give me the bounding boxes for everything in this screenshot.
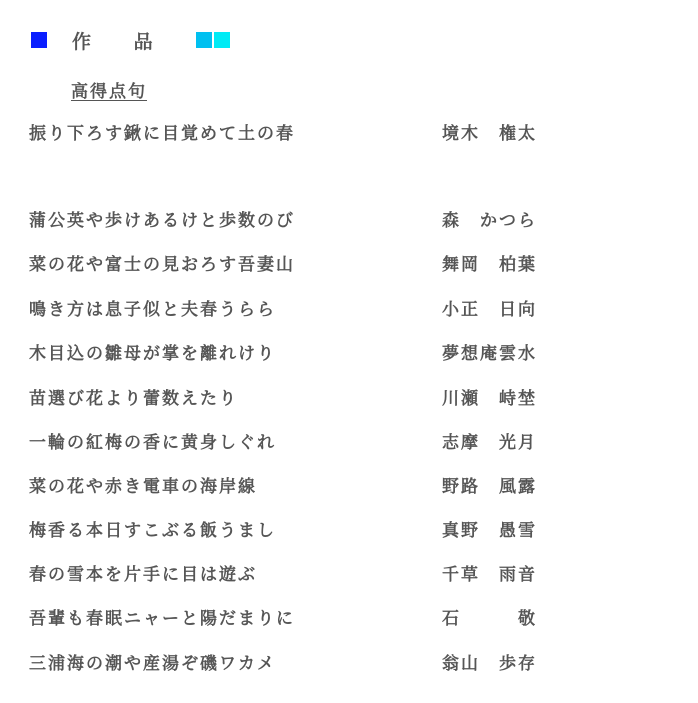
- haiku-text: 苗選び花より蕾数えたり: [29, 389, 238, 409]
- section-subtitle: 高得点句: [71, 82, 147, 102]
- haiku-entry: [29, 560, 649, 584]
- haiku-author: 野路 風露: [442, 477, 537, 497]
- haiku-text: 菜の花や赤き電車の海岸線: [29, 477, 257, 497]
- haiku-entry: [29, 119, 649, 143]
- haiku-text: 鳴き方は息子似と夫春うらら: [29, 300, 276, 320]
- haiku-entry: [29, 428, 649, 452]
- haiku-author: 舞岡 柏葉: [442, 255, 537, 275]
- haiku-entry: [29, 206, 649, 230]
- haiku-author: 森 かつら: [442, 211, 537, 231]
- haiku-text: 木目込の雛母が掌を離れけり: [29, 344, 276, 364]
- haiku-author: 石 敬: [442, 609, 537, 629]
- haiku-entry: [29, 516, 649, 540]
- haiku-entry: [29, 250, 649, 274]
- haiku-text: 梅香る本日すこぶる飯うまし: [29, 521, 276, 541]
- section-title: 作 品: [72, 30, 171, 53]
- haiku-author: 夢想庵雲水: [442, 344, 537, 364]
- haiku-entry: [29, 604, 649, 628]
- haiku-entry: [29, 295, 649, 319]
- haiku-author: 真野 愚雪: [442, 521, 537, 541]
- cyan-square-icon: [196, 32, 212, 48]
- haiku-text: 春の雪本を片手に目は遊ぶ: [29, 565, 257, 585]
- haiku-text: 蒲公英や歩けあるけと歩数のび: [29, 211, 295, 231]
- haiku-text: 振り下ろす鍬に目覚めて土の春: [29, 124, 295, 144]
- haiku-author: 志摩 光月: [442, 433, 537, 453]
- haiku-entry: [29, 649, 649, 673]
- haiku-author: 翁山 歩存: [442, 654, 537, 674]
- haiku-author: 千草 雨音: [442, 565, 537, 585]
- light-cyan-square-icon: [214, 32, 230, 48]
- haiku-entry: [29, 472, 649, 496]
- section-header: [31, 30, 230, 53]
- haiku-text: 三浦海の潮や産湯ぞ磯ワカメ: [29, 654, 276, 674]
- haiku-entry: [29, 384, 649, 408]
- haiku-author: 境木 権太: [442, 124, 537, 144]
- haiku-author: 小正 日向: [442, 300, 537, 320]
- haiku-entry: [29, 339, 649, 363]
- decorative-squares: [196, 32, 230, 48]
- haiku-author: 川瀬 峙埜: [442, 389, 537, 409]
- blue-square-icon: [31, 32, 47, 48]
- haiku-text: 一輪の紅梅の香に黄身しぐれ: [29, 433, 276, 453]
- haiku-text: 吾輩も春眠ニャーと陽だまりに: [29, 609, 295, 629]
- haiku-text: 菜の花や富士の見おろす吾妻山: [29, 255, 295, 275]
